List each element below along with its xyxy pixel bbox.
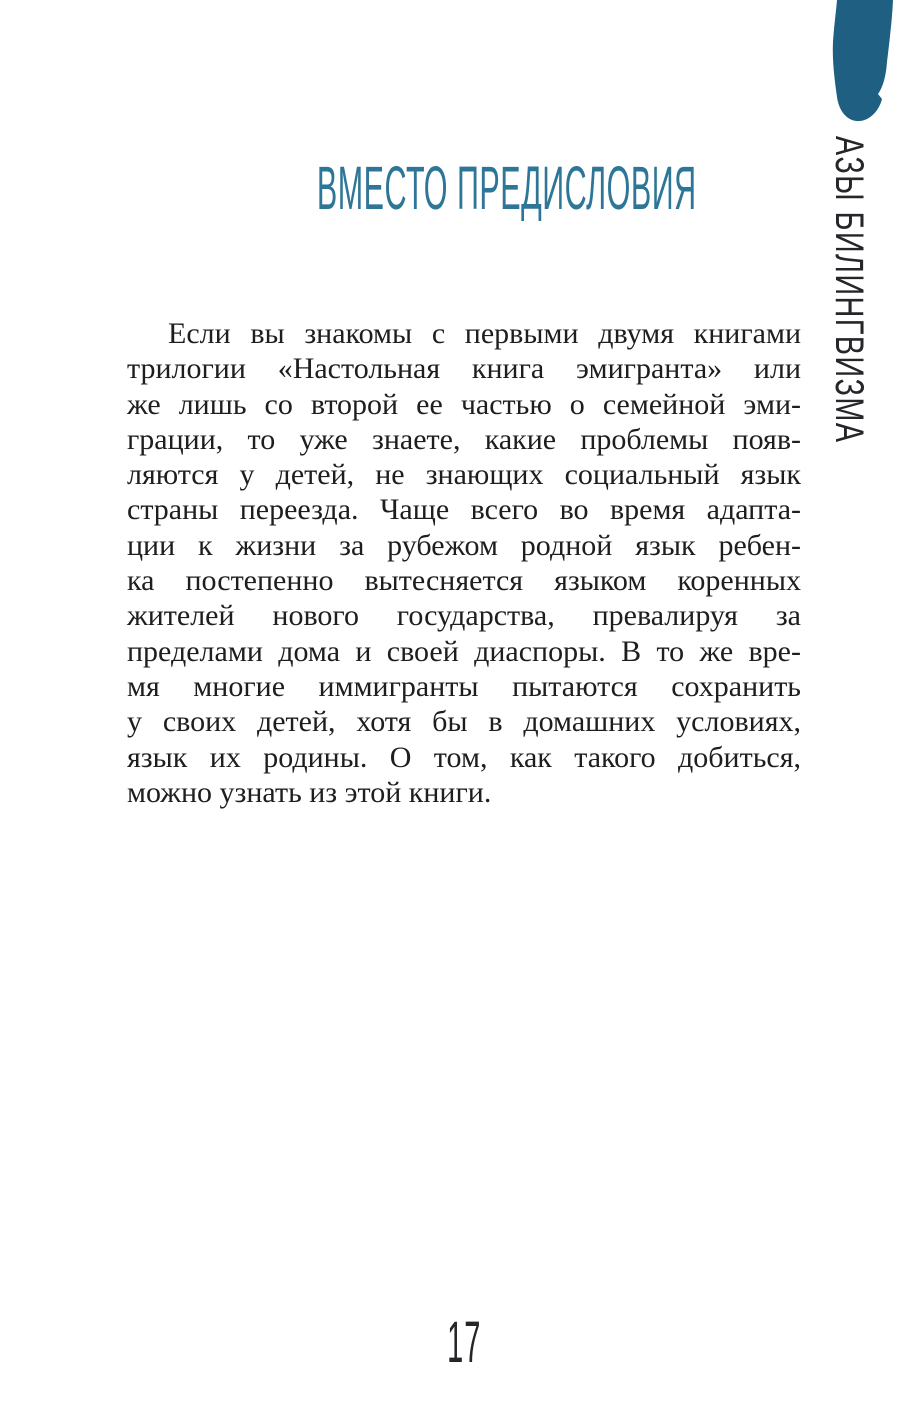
body-text-line: ка постепенно вытесняется языком коренных: [127, 564, 801, 598]
chapter-heading-text: ВМЕСТО ПРЕДИСЛОВИЯ: [316, 154, 697, 222]
body-text-line: у своих детей, хотя бы в домашних условиях,: [127, 705, 801, 739]
body-text-line: мя многие иммигранты пытаются сохранить: [127, 669, 801, 703]
body-text-line: ляются у детей, не знающих социальный язык: [127, 458, 801, 492]
body-text-line: трилогии «Настольная книга эмигранта» или: [127, 352, 801, 386]
page-number: [127, 1310, 801, 1375]
body-text-line: можно узнать из этой книги.: [127, 775, 492, 809]
body-text-line: язык их родины. О том, как такого добиться,: [127, 740, 801, 774]
body-text-line: пределами дома и своей диаспоры. В то же вре-: [127, 634, 801, 668]
chapter-heading: [127, 154, 801, 222]
body-paragraph: [127, 316, 801, 810]
body-text-line: жителей нового государства, превалируя за: [127, 599, 801, 633]
page-number-text: 17: [446, 1310, 482, 1375]
brush-stroke-icon: [827, 0, 895, 123]
body-text-line: ции к жизни за рубежом родной язык ребен-: [127, 528, 801, 562]
sidebar-vertical-title: АЗЫ БИЛИНГВИЗМА: [827, 136, 871, 444]
body-text-line: же лишь со второй ее частью о семейной эми-: [127, 387, 801, 421]
body-text-line: страны переезда. Чаще всего во время адапта-: [127, 493, 801, 527]
body-text-line: Если вы знакомы с первыми двумя книгами: [168, 317, 801, 350]
body-text-line: грации, то уже знаете, какие проблемы появ-: [127, 422, 801, 456]
